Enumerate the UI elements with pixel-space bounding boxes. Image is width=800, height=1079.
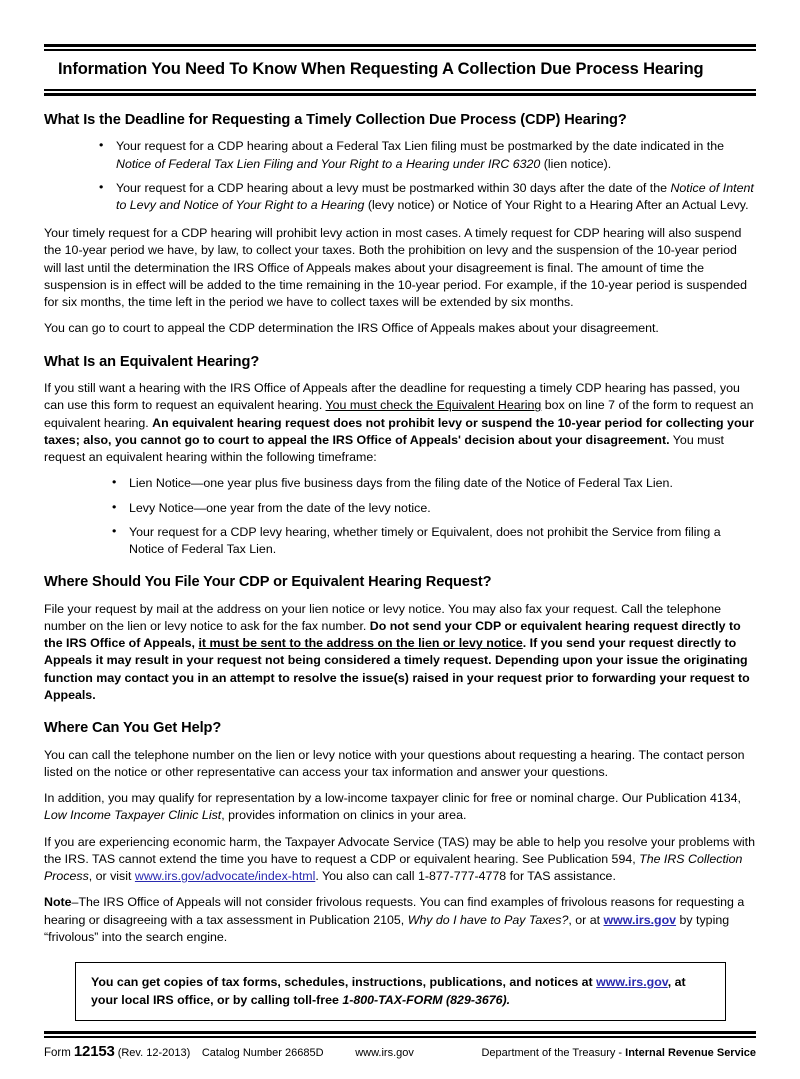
wf-text-part1: File your request by mail at the address on your lien notice or levy notice. You may also fax your request. Call the telephone number on the lien or levy notice to ask for the fax number. — [44, 601, 722, 633]
eh-text-part3: You must request an equivalent hearing within the following timeframe: — [44, 432, 724, 465]
bullet-text-part2: (lien notice). — [540, 156, 612, 171]
deadline-paragraph-2: You can go to court to appeal the CDP determination the IRS Office of Appeals makes about your disagreement. — [44, 321, 659, 336]
note-part2: , or at — [568, 912, 604, 927]
callout-part1: You can get copies of tax forms, schedules, instructions, publications, and notices at — [91, 975, 597, 989]
note-italic: Why do I have to Pay Taxes? — [407, 912, 569, 927]
list-item — [112, 475, 756, 492]
footer-form-word: Form — [44, 1047, 71, 1059]
gh2-part2: , provides information on clinics in your area. — [221, 808, 467, 823]
gh2-part1: In addition, you may qualify for representation by a low-income taxpayer clinic for free or nominal charge. Our Publication 4134, — [44, 791, 741, 806]
eh-text-part1: If you still want a hearing with the IRS Office of Appeals after the deadline for requesting a timely CDP hearing has passed, you can use this form to request an equivalent hearing. — [44, 381, 740, 413]
page-title: Information You Need To Know When Requesting A Collection Due Process Hearing — [58, 60, 704, 78]
deadline-bullet-list — [44, 138, 756, 214]
eh-text-bold: An equivalent hearing request does not prohibit levy or suspend the 10-year period for collecting your taxes; also, you cannot go to court to appeal the IRS Office of Appeals' decision about your disagreement. — [44, 415, 754, 447]
bullet-text-part1: Your request for a CDP hearing about a Federal Tax Lien filing must be postmarked by the date indicated in the — [116, 139, 724, 154]
callout-part2: , at your local IRS office, or by calling toll-free — [91, 975, 686, 1007]
get-help-paragraph-3 — [44, 834, 756, 886]
wf-text-bold-underlined: it must be sent to the address on the lien or levy notice — [198, 636, 523, 651]
note-part3: by typing “frivolous” into the search engine. — [44, 912, 730, 944]
bullet-text: Your request for a CDP levy hearing, whether timely or Equivalent, does not prohibit the Service from filing a Notice of Federal Tax Lien. — [129, 524, 721, 557]
footer-catalog-number: Catalog Number 26685D — [201, 1047, 324, 1059]
bullet-icon: • — [99, 138, 104, 153]
footer-department-text: Department of the Treasury - — [481, 1047, 626, 1059]
get-help-paragraph-1: You can call the telephone number on the lien or levy notice with your questions about requesting a hearing. The contact person listed on the notice or other representative can access your tax information and answer your questions. — [44, 747, 745, 779]
bullet-text-part2: (levy notice) or Notice of Your Right to a Hearing After an Actual Levy. — [364, 198, 749, 212]
footer-revision: (Rev. 12-2013) — [117, 1047, 191, 1059]
gh3-part2: , or visit — [88, 869, 135, 884]
footer-rule-thick — [44, 1031, 756, 1034]
list-item — [112, 524, 756, 558]
footer-website: www.irs.gov — [355, 1047, 414, 1059]
footer-rule-medium — [44, 1036, 756, 1038]
note-label: Note — [44, 895, 72, 910]
callout-phone-italic: 1-800-TAX-FORM (829-3676). — [342, 992, 511, 1007]
list-item — [99, 138, 756, 172]
gh3-italic: The IRS Collection Process — [44, 851, 743, 884]
wf-text-bold1: Do not send your CDP or equivalent hearing request directly to the IRS Office of Appeals, — [44, 618, 741, 651]
bullet-icon: • — [99, 179, 104, 194]
footer-form-identifier — [44, 1043, 202, 1061]
gh2-italic: Low Income Taxpayer Clinic List — [44, 808, 222, 823]
note-paragraph — [44, 894, 756, 946]
heading-get-help: Where Can You Get Help? — [44, 720, 222, 737]
footer-form-number: 12153 — [73, 1043, 115, 1060]
bullet-text-part1: Your request for a CDP hearing about a levy must be postmarked within 30 days after the date of the — [116, 180, 671, 195]
gh3-part1: If you are experiencing economic harm, the Taxpayer Advocate Service (TAS) may be able to help you resolve your problems with the IRS. TAS cannot extend the time you have to request a CDP or equivalent hearing. See Publication 594, — [44, 834, 755, 866]
callout-wrapper — [44, 962, 756, 1021]
where-to-file-paragraph — [44, 601, 756, 704]
bullet-icon: • — [112, 499, 117, 514]
page-footer — [44, 1031, 756, 1061]
list-item — [99, 180, 756, 214]
footer-agency-name: Internal Revenue Service — [625, 1047, 756, 1059]
advocate-link[interactable]: www.irs.gov/advocate/index-html — [134, 869, 316, 884]
bullet-text-italic: Notice of Intent to Levy and Notice of Your Right to a Hearing — [116, 180, 754, 212]
eh-text-underlined: You must check the Equivalent Hearing — [325, 398, 542, 413]
bullet-icon: • — [112, 475, 117, 490]
heading-where-to-file: Where Should You File Your CDP or Equivalent Hearing Request? — [44, 574, 492, 591]
title-top-rule-outer — [44, 44, 756, 47]
heading-deadline: What Is the Deadline for Requesting a Timely Collection Due Process (CDP) Hearing? — [44, 111, 627, 128]
note-part1: –The IRS Office of Appeals will not consider frivolous requests. You can find examples of frivolous reasons for requesting a hearing or disagreeing with a tax assessment in Publication 2105, — [44, 895, 745, 927]
equivalent-hearing-paragraph — [44, 380, 756, 466]
gh3-part3: . You also can call 1-877-777-4778 for TAS assistance. — [315, 869, 616, 884]
document-page — [0, 44, 800, 1079]
title-bottom-rule-outer — [44, 93, 756, 96]
heading-equivalent-hearing: What Is an Equivalent Hearing? — [44, 353, 260, 370]
bullet-icon: • — [112, 523, 117, 538]
irs-gov-link-callout[interactable]: www.irs.gov — [596, 975, 668, 989]
bullet-text: Levy Notice—one year from the date of the levy notice. — [129, 500, 431, 515]
eh-text-part2: box on line 7 of the form to request an equivalent hearing. — [44, 398, 754, 430]
irs-gov-link-note[interactable]: www.irs.gov — [603, 912, 677, 927]
wf-text-bold2: . If you send your request directly to Appeals it may result in your request not being considered a timely request. Depending upon your issue the originating function may contact you in an attempt to resolve the issue(s) raised in your request prior to forwarding your request to Appeals. — [44, 636, 750, 702]
deadline-paragraph-1: Your timely request for a CDP hearing will prohibit levy action in most cases. A timely request for CDP hearing will also suspend the 10-year period we have, by law, to collect your taxes. Both the prohibition on levy and the suspension of the 10-year period will last until the determination the IRS Office of Appeals makes about your disagreement is final. The amount of time the suspension is in effect will be added to the time remaining in the 10-year period. For example, if the 10-year period is suspended for six months, the time left in the period we have to collect taxes will be extended by six months. — [44, 226, 747, 310]
callout-box — [75, 962, 726, 1021]
list-item — [112, 500, 756, 517]
footer-department — [481, 1047, 756, 1060]
get-help-paragraph-2 — [44, 790, 756, 824]
footer-row — [44, 1043, 756, 1061]
bullet-text-italic: Notice of Federal Tax Lien Filing and Your Right to a Hearing under IRC 6320 — [116, 156, 541, 171]
bullet-text: Lien Notice—one year plus five business days from the filing date of the Notice of Federal Tax Lien. — [129, 476, 673, 491]
title-bottom-rule-inner — [44, 89, 756, 91]
equivalent-hearing-bullet-list — [44, 475, 756, 558]
document-title-band — [44, 51, 756, 89]
